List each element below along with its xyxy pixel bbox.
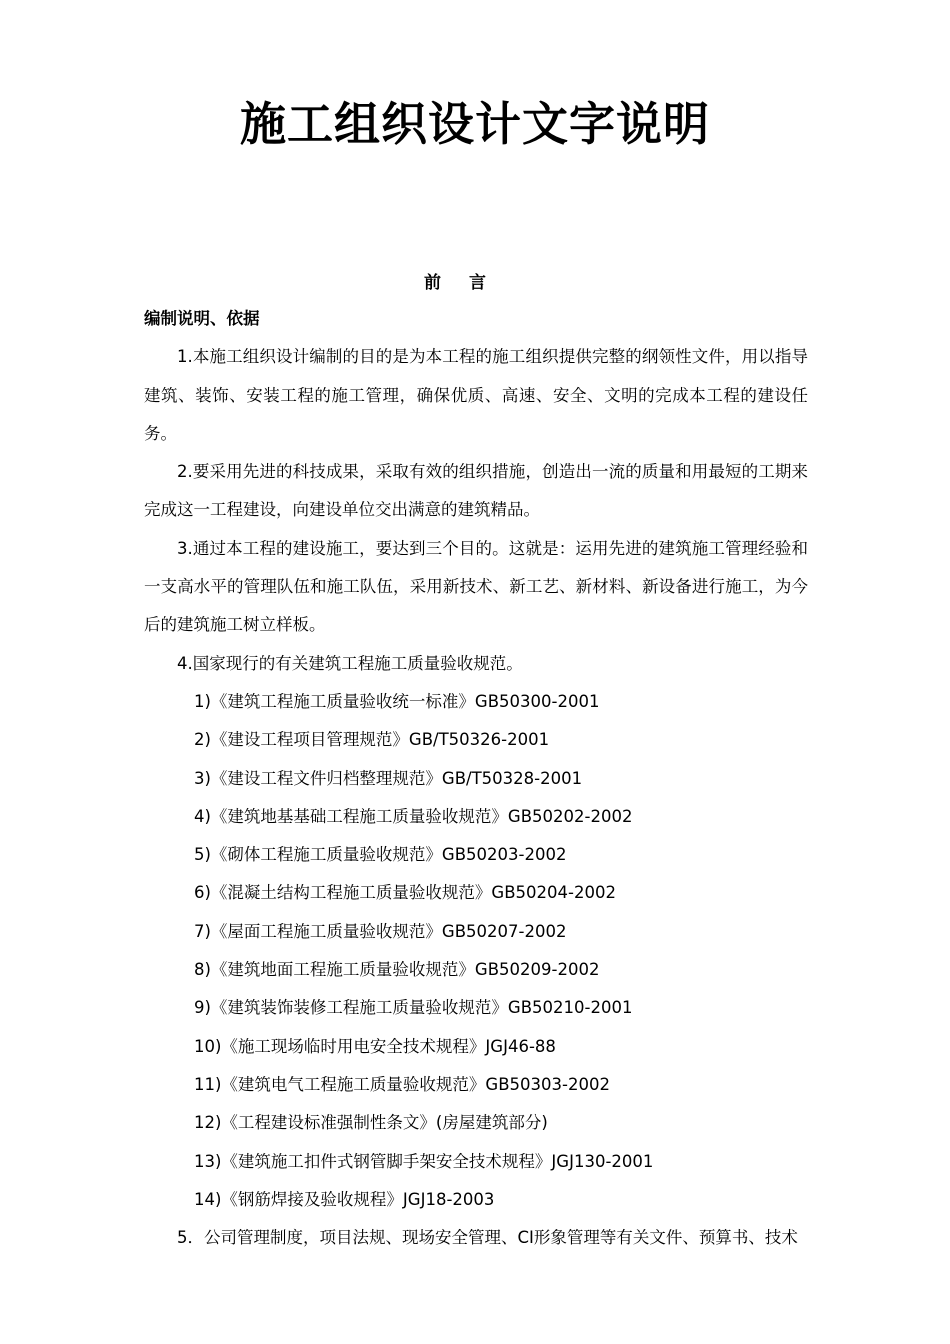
standard-item: 12)《工程建设标准强制性条文》(房屋建筑部分) <box>194 1113 548 1133</box>
paragraph-1: 1.本施工组织设计编制的目的是为本工程的施工组织提供完整的纲领性文件，用以指导建筑、装饰、安装工程的施工管理，确保优质、高速、安全、文明的完成本工程的建设任务。 <box>144 347 808 443</box>
preface-char-1: 前 <box>424 273 441 293</box>
document-body <box>144 300 808 1257</box>
standard-item: 10)《施工现场临时用电安全技术规程》JGJ46-88 <box>194 1036 556 1056</box>
document-title: 施工组织设计文字说明 <box>240 97 710 151</box>
paragraph-3: 3.通过本工程的建设施工，要达到三个目的。这就是：运用先进的建筑施工管理经验和一支高水平的管理队伍和施工队伍，采用新技术、新工艺、新材料、新设备进行施工，为今后的建筑施工树立样板。 <box>144 538 808 635</box>
standard-item: 9)《建筑装饰装修工程施工质量验收规范》GB50210-2001 <box>194 998 633 1018</box>
standard-item: 14)《钢筋焊接及验收规程》JGJ18-2003 <box>194 1189 495 1209</box>
preface-heading <box>0 268 910 293</box>
paragraph-5: 5．公司管理制度，项目法规、现场安全管理、CI形象管理等有关文件、预算书、技术 <box>177 1228 798 1248</box>
paragraph-2: 2.要采用先进的科技成果，采取有效的组织措施，创造出一流的质量和用最短的工期来完成这一工程建设，向建设单位交出满意的建筑精品。 <box>144 462 808 520</box>
standards-list <box>144 683 808 1219</box>
standard-item: 8)《建筑地面工程施工质量验收规范》GB50209-2002 <box>194 960 600 980</box>
paragraph-4: 4.国家现行的有关建筑工程施工质量验收规范。 <box>177 653 523 673</box>
standard-item: 2)《建设工程项目管理规范》GB/T50326-2001 <box>194 730 550 750</box>
standard-item: 4)《建筑地基基础工程施工质量验收规范》GB50202-2002 <box>194 806 633 826</box>
standard-item: 11)《建筑电气工程施工质量验收规范》GB50303-2002 <box>194 1074 610 1094</box>
standard-item: 6)《混凝土结构工程施工质量验收规范》GB50204-2002 <box>194 883 616 903</box>
preface-char-2: 言 <box>469 273 486 293</box>
standard-item: 1)《建筑工程施工质量验收统一标准》GB50300-2001 <box>194 691 600 711</box>
standard-item: 3)《建设工程文件归档整理规范》GB/T50328-2001 <box>194 768 583 788</box>
standard-item: 5)《砌体工程施工质量验收规范》GB50203-2002 <box>194 845 567 865</box>
standard-item: 13)《建筑施工扣件式钢管脚手架安全技术规程》JGJ130-2001 <box>194 1151 654 1171</box>
section-heading: 编制说明、依据 <box>144 309 260 328</box>
standard-item: 7)《屋面工程施工质量验收规范》GB50207-2002 <box>194 921 567 941</box>
